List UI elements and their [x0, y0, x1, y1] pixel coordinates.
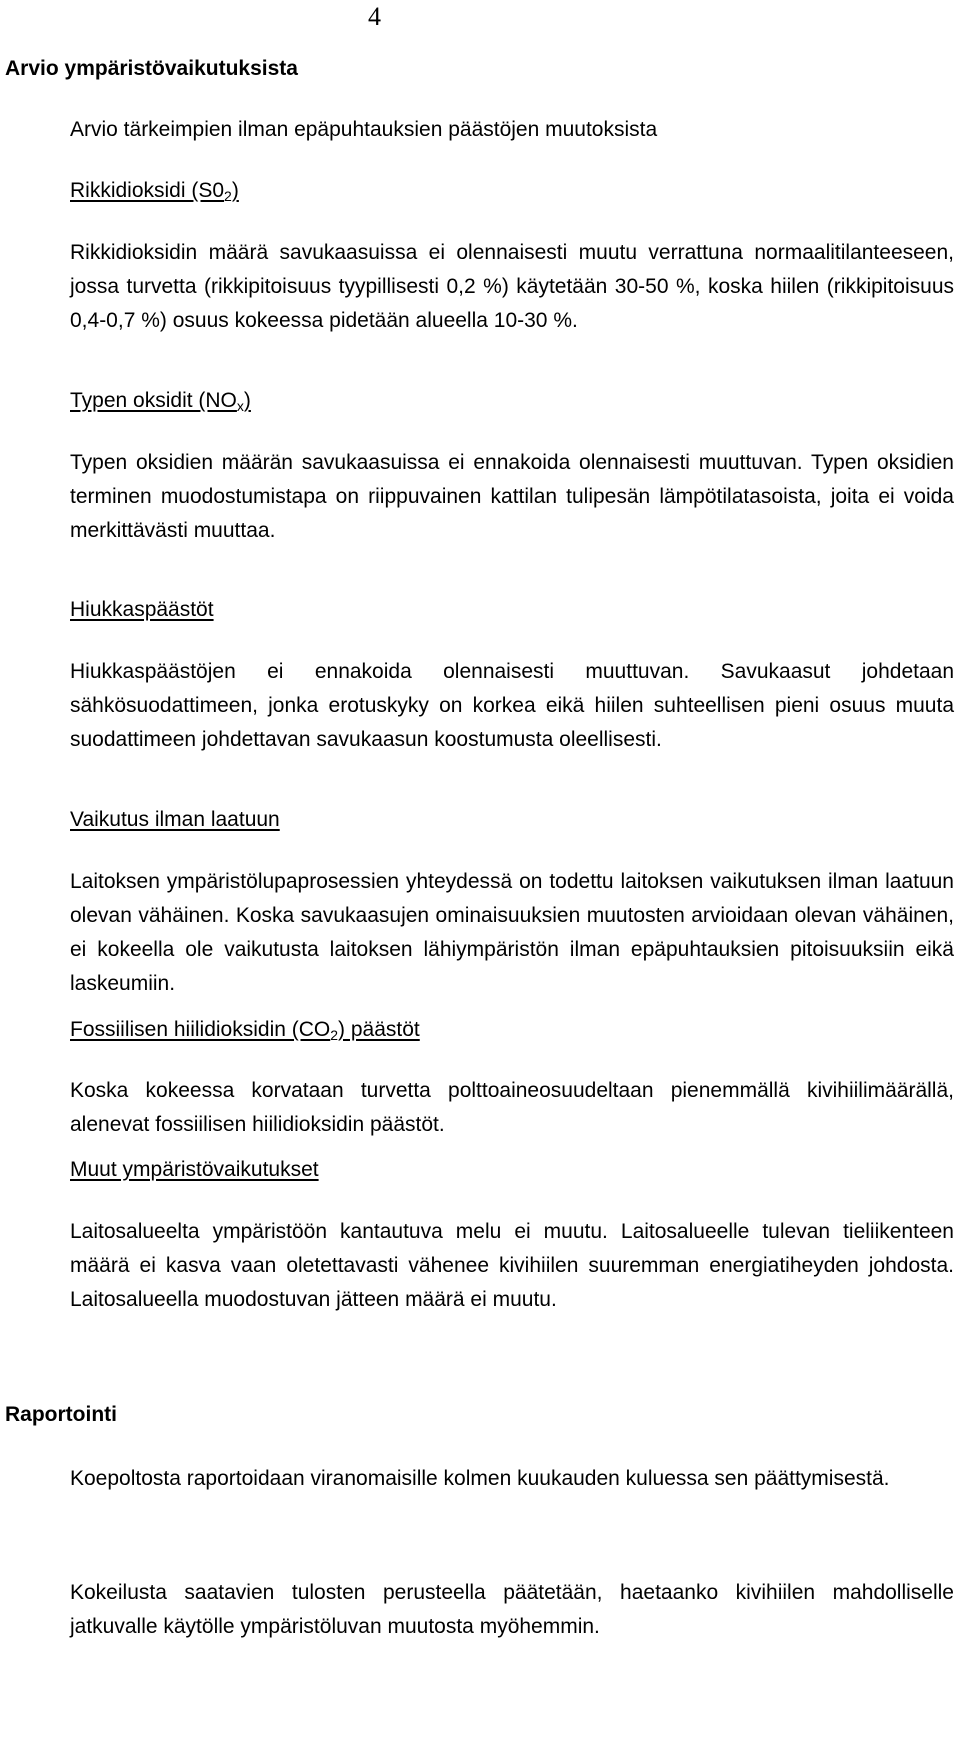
- so2-heading-subscript: 2: [224, 188, 232, 204]
- co2-heading-text: Fossiilisen hiilidioksidin (CO: [70, 1018, 331, 1041]
- nox-heading-text: Typen oksidit (NO: [70, 389, 237, 412]
- co2-heading-subscript: 2: [330, 1027, 339, 1043]
- particles-heading: Hiukkaspäästöt: [70, 598, 214, 621]
- co2-heading-close: ) päästöt: [338, 1018, 420, 1041]
- other-effects-paragraph: Laitosalueelta ympäristöön kantautuva melu ei muutu. Laitosalueelle tulevan tieliikenteen määrä ei kasva vaan oletettavasti vähenee kivihiilen suuremman energiatiheyden johdosta. Laitosalueella muodostuvan jätteen määrä ei muutu.: [70, 1220, 954, 1311]
- co2-heading: [70, 1016, 420, 1044]
- other-effects-heading: Muut ympäristövaikutukset: [70, 1158, 319, 1181]
- so2-heading-text: Rikkidioksidi (S0: [70, 179, 225, 202]
- section-title-environment: Arvio ympäristövaikutuksista: [5, 57, 298, 80]
- reporting-paragraph-2: Kokeilusta saatavien tulosten perusteella päätetään, haetaanko kivihiilen mahdolliselle jatkuvalle käytölle ympäristöluvan muutosta myöhemmin.: [70, 1581, 954, 1638]
- section-title-reporting: Raportointi: [5, 1403, 117, 1426]
- nox-heading: [70, 387, 251, 415]
- nox-heading-close: ): [243, 389, 251, 412]
- co2-paragraph: Koska kokeessa korvataan turvetta polttoaineosuudeltaan pienemmällä kivihiilimäärällä, alenevat fossiilisen hiilidioksidin päästöt.: [70, 1079, 954, 1136]
- intro-heading: Arvio tärkeimpien ilman epäpuhtauksien päästöjen muutoksista: [70, 118, 658, 141]
- so2-paragraph: Rikkidioksidin määrä savukaasuissa ei olennaisesti muutu verrattuna normaalitilanteeseen, jossa turvetta (rikkipitoisuus tyypillisesti 0,2 %) käytetään 30-50 %, koska hiilen (rikkipitoisuus 0,4-0,7 %) osuus kokeessa pidetään alueella 10-30 %.: [70, 241, 954, 332]
- reporting-paragraph-1: Koepoltosta raportoidaan viranomaisille kolmen kuukauden kuluessa sen päättymisestä.: [70, 1467, 890, 1490]
- air-quality-heading: Vaikutus ilman laatuun: [70, 808, 280, 831]
- nox-heading-subscript: x: [236, 398, 244, 414]
- page-number: 4: [368, 2, 381, 31]
- so2-heading-close: ): [231, 179, 239, 202]
- so2-heading: [70, 177, 239, 205]
- nox-paragraph: Typen oksidien määrän savukaasuissa ei ennakoida olennaisesti muuttuvan. Typen oksidien terminen muodostumistapa on riippuvainen kattilan tulipesän lämpötilatasoista, joita ei voida merkittävästi muuttaa.: [70, 451, 954, 542]
- air-quality-paragraph: Laitoksen ympäristölupaprosessien yhteydessä on todettu laitoksen vaikutuksen ilman laatuun olevan vähäinen. Koska savukaasujen ominaisuuksien muutosten arvioidaan olevan vähäinen, ei kokeella ole vaikutusta laitoksen lähiympäristön ilman epäpuhtauksien pitoisuuksiin eikä laskeumiin.: [70, 870, 954, 995]
- particles-paragraph: Hiukkaspäästöjen ei ennakoida olennaisesti muuttuvan. Savukaasut johdetaan sähkösuodattimeen, jonka erotuskyky on korkea eikä hiilen suhteellisen pieni osuus muuta suodattimeen johdettavan savukaasun koostumusta oleellisesti.: [70, 660, 954, 751]
